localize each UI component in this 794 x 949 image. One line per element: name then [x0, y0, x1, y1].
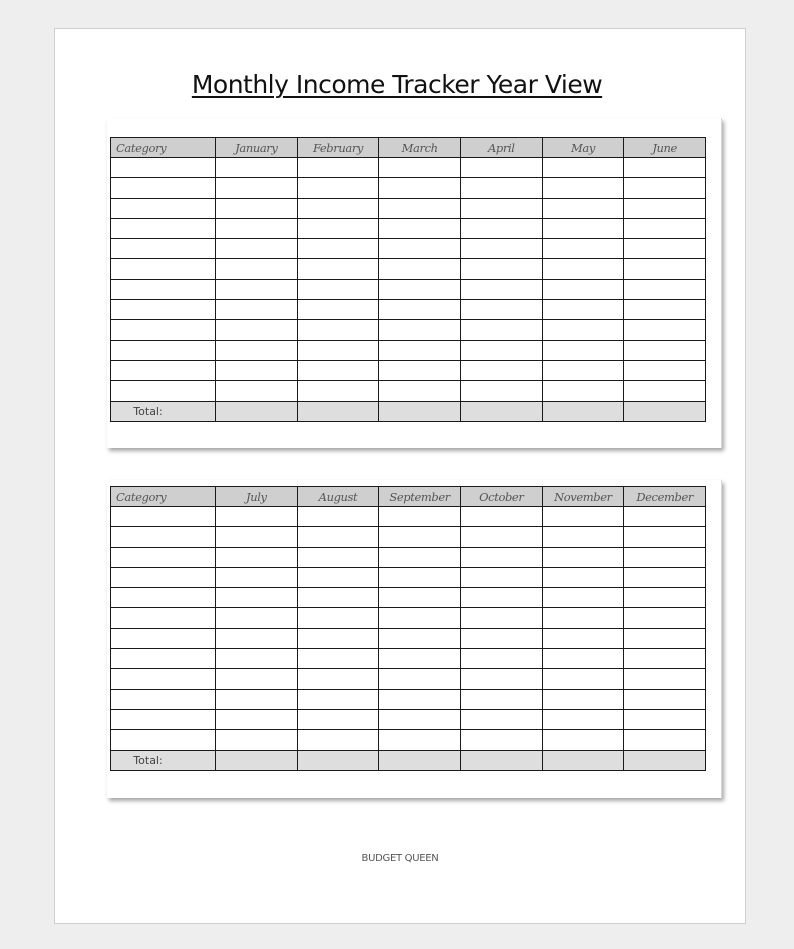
amount-cell[interactable]	[216, 360, 298, 380]
amount-cell[interactable]	[542, 259, 624, 279]
table-row	[111, 507, 706, 527]
amount-cell[interactable]	[542, 279, 624, 299]
amount-cell[interactable]	[379, 527, 461, 547]
category-cell[interactable]	[111, 709, 216, 729]
amount-cell[interactable]	[297, 340, 379, 360]
table-row	[111, 300, 706, 320]
amount-cell[interactable]	[379, 340, 461, 360]
column-header-month: April	[460, 138, 542, 158]
amount-cell[interactable]	[542, 588, 624, 608]
category-cell[interactable]	[111, 628, 216, 648]
amount-cell[interactable]	[624, 198, 706, 218]
category-cell[interactable]	[111, 527, 216, 547]
category-cell[interactable]	[111, 279, 216, 299]
amount-cell[interactable]	[542, 198, 624, 218]
table-row	[111, 381, 706, 401]
amount-cell[interactable]	[379, 709, 461, 729]
amount-cell[interactable]	[460, 198, 542, 218]
column-header-month: September	[379, 487, 461, 507]
amount-cell[interactable]	[297, 730, 379, 750]
category-cell[interactable]	[111, 239, 216, 259]
amount-cell[interactable]	[379, 259, 461, 279]
amount-cell[interactable]	[542, 527, 624, 547]
amount-cell[interactable]	[624, 547, 706, 567]
amount-cell[interactable]	[542, 669, 624, 689]
table-row	[111, 628, 706, 648]
category-cell[interactable]	[111, 360, 216, 380]
tracker-table-first-half	[110, 137, 706, 422]
amount-cell[interactable]	[297, 669, 379, 689]
category-cell[interactable]	[111, 218, 216, 238]
amount-cell[interactable]	[216, 547, 298, 567]
amount-cell[interactable]	[542, 381, 624, 401]
amount-cell[interactable]	[624, 608, 706, 628]
amount-cell[interactable]	[297, 360, 379, 380]
table-row	[111, 279, 706, 299]
amount-cell[interactable]	[297, 259, 379, 279]
amount-cell[interactable]	[542, 360, 624, 380]
amount-cell[interactable]	[297, 689, 379, 709]
table-row	[111, 178, 706, 198]
amount-cell[interactable]	[379, 320, 461, 340]
total-cell[interactable]	[297, 750, 379, 770]
amount-cell[interactable]	[216, 730, 298, 750]
amount-cell[interactable]	[216, 628, 298, 648]
amount-cell[interactable]	[460, 340, 542, 360]
amount-cell[interactable]	[297, 300, 379, 320]
amount-cell[interactable]	[379, 567, 461, 587]
amount-cell[interactable]	[379, 730, 461, 750]
amount-cell[interactable]	[460, 709, 542, 729]
table-row	[111, 198, 706, 218]
amount-cell[interactable]	[216, 381, 298, 401]
amount-cell[interactable]	[542, 709, 624, 729]
page-title: Monthly Income Tracker Year View	[191, 70, 603, 99]
amount-cell[interactable]	[379, 360, 461, 380]
amount-cell[interactable]	[624, 279, 706, 299]
column-header-month: May	[542, 138, 624, 158]
column-header-month: February	[297, 138, 379, 158]
amount-cell[interactable]	[624, 381, 706, 401]
column-header-month: March	[379, 138, 461, 158]
amount-cell[interactable]	[460, 507, 542, 527]
amount-cell[interactable]	[216, 507, 298, 527]
amount-cell[interactable]	[379, 218, 461, 238]
amount-cell[interactable]	[542, 547, 624, 567]
column-header-month: October	[460, 487, 542, 507]
amount-cell[interactable]	[460, 320, 542, 340]
amount-cell[interactable]	[216, 259, 298, 279]
table-row	[111, 547, 706, 567]
header-row	[111, 487, 706, 507]
amount-cell[interactable]	[379, 547, 461, 567]
amount-cell[interactable]	[624, 649, 706, 669]
amount-cell[interactable]	[624, 300, 706, 320]
amount-cell[interactable]	[460, 360, 542, 380]
amount-cell[interactable]	[297, 628, 379, 648]
amount-cell[interactable]	[379, 158, 461, 178]
amount-cell[interactable]	[297, 178, 379, 198]
amount-cell[interactable]	[460, 608, 542, 628]
amount-cell[interactable]	[379, 239, 461, 259]
amount-cell[interactable]	[542, 649, 624, 669]
amount-cell[interactable]	[624, 709, 706, 729]
tracker-table-second-half	[110, 486, 706, 771]
amount-cell[interactable]	[460, 300, 542, 320]
amount-cell[interactable]	[216, 158, 298, 178]
amount-cell[interactable]	[624, 178, 706, 198]
table-row	[111, 158, 706, 178]
amount-cell[interactable]	[624, 628, 706, 648]
amount-cell[interactable]	[297, 239, 379, 259]
amount-cell[interactable]	[216, 320, 298, 340]
category-cell[interactable]	[111, 300, 216, 320]
amount-cell[interactable]	[379, 381, 461, 401]
amount-cell[interactable]	[216, 649, 298, 669]
amount-cell[interactable]	[624, 360, 706, 380]
total-cell[interactable]	[216, 401, 298, 421]
amount-cell[interactable]	[542, 608, 624, 628]
amount-cell[interactable]	[460, 730, 542, 750]
amount-cell[interactable]	[379, 649, 461, 669]
amount-cell[interactable]	[297, 588, 379, 608]
table-row	[111, 588, 706, 608]
total-row	[111, 750, 706, 770]
amount-cell[interactable]	[379, 300, 461, 320]
total-cell[interactable]	[216, 750, 298, 770]
amount-cell[interactable]	[216, 608, 298, 628]
table-row	[111, 608, 706, 628]
amount-cell[interactable]	[624, 259, 706, 279]
brand-footer: BUDGET QUEEN	[361, 853, 439, 864]
column-header-month: July	[216, 487, 298, 507]
amount-cell[interactable]	[379, 178, 461, 198]
category-cell[interactable]	[111, 178, 216, 198]
amount-cell[interactable]	[624, 218, 706, 238]
table-row	[111, 709, 706, 729]
amount-cell[interactable]	[297, 279, 379, 299]
amount-cell[interactable]	[216, 198, 298, 218]
column-header-category: Category	[111, 487, 216, 507]
amount-cell[interactable]	[379, 588, 461, 608]
amount-cell[interactable]	[542, 320, 624, 340]
amount-cell[interactable]	[460, 381, 542, 401]
amount-cell[interactable]	[460, 547, 542, 567]
amount-cell[interactable]	[542, 689, 624, 709]
amount-cell[interactable]	[297, 218, 379, 238]
amount-cell[interactable]	[216, 709, 298, 729]
amount-cell[interactable]	[542, 730, 624, 750]
amount-cell[interactable]	[297, 507, 379, 527]
amount-cell[interactable]	[460, 178, 542, 198]
amount-cell[interactable]	[297, 608, 379, 628]
category-cell[interactable]	[111, 158, 216, 178]
category-cell[interactable]	[111, 689, 216, 709]
amount-cell[interactable]	[297, 567, 379, 587]
amount-cell[interactable]	[542, 507, 624, 527]
amount-cell[interactable]	[297, 158, 379, 178]
amount-cell[interactable]	[460, 239, 542, 259]
amount-cell[interactable]	[542, 158, 624, 178]
amount-cell[interactable]	[460, 588, 542, 608]
table-row	[111, 730, 706, 750]
amount-cell[interactable]	[297, 381, 379, 401]
amount-cell[interactable]	[379, 507, 461, 527]
table-body	[111, 158, 706, 402]
amount-cell[interactable]	[216, 527, 298, 547]
table-row	[111, 669, 706, 689]
column-header-month: December	[624, 487, 706, 507]
total-cell[interactable]	[624, 401, 706, 421]
table-row	[111, 239, 706, 259]
amount-cell[interactable]	[460, 689, 542, 709]
total-label: Total:	[111, 750, 216, 770]
table-row	[111, 218, 706, 238]
total-cell[interactable]	[624, 750, 706, 770]
total-cell[interactable]	[379, 750, 461, 770]
amount-cell[interactable]	[542, 628, 624, 648]
category-cell[interactable]	[111, 649, 216, 669]
table-body	[111, 507, 706, 751]
amount-cell[interactable]	[216, 340, 298, 360]
category-cell[interactable]	[111, 320, 216, 340]
header-row	[111, 138, 706, 158]
table-row	[111, 567, 706, 587]
table-row	[111, 527, 706, 547]
table-row	[111, 340, 706, 360]
amount-cell[interactable]	[297, 547, 379, 567]
column-header-month: August	[297, 487, 379, 507]
amount-cell[interactable]	[216, 669, 298, 689]
category-cell[interactable]	[111, 608, 216, 628]
amount-cell[interactable]	[624, 567, 706, 587]
amount-cell[interactable]	[216, 178, 298, 198]
amount-cell[interactable]	[624, 730, 706, 750]
amount-cell[interactable]	[379, 608, 461, 628]
amount-cell[interactable]	[216, 567, 298, 587]
amount-cell[interactable]	[542, 300, 624, 320]
category-cell[interactable]	[111, 567, 216, 587]
total-label: Total:	[111, 401, 216, 421]
table-row	[111, 689, 706, 709]
total-cell[interactable]	[460, 401, 542, 421]
column-header-month: November	[542, 487, 624, 507]
amount-cell[interactable]	[542, 567, 624, 587]
amount-cell[interactable]	[624, 507, 706, 527]
amount-cell[interactable]	[297, 320, 379, 340]
column-header-month: January	[216, 138, 298, 158]
total-cell[interactable]	[460, 750, 542, 770]
amount-cell[interactable]	[460, 669, 542, 689]
total-cell[interactable]	[297, 401, 379, 421]
amount-cell[interactable]	[624, 239, 706, 259]
amount-cell[interactable]	[216, 300, 298, 320]
amount-cell[interactable]	[624, 669, 706, 689]
amount-cell[interactable]	[216, 279, 298, 299]
amount-cell[interactable]	[379, 628, 461, 648]
amount-cell[interactable]	[542, 340, 624, 360]
amount-cell[interactable]	[460, 527, 542, 547]
amount-cell[interactable]	[460, 218, 542, 238]
amount-cell[interactable]	[460, 649, 542, 669]
category-cell[interactable]	[111, 507, 216, 527]
category-cell[interactable]	[111, 730, 216, 750]
table-row	[111, 360, 706, 380]
column-header-month: June	[624, 138, 706, 158]
amount-cell[interactable]	[297, 527, 379, 547]
category-cell[interactable]	[111, 547, 216, 567]
amount-cell[interactable]	[216, 588, 298, 608]
category-cell[interactable]	[111, 669, 216, 689]
amount-cell[interactable]	[460, 628, 542, 648]
amount-cell[interactable]	[216, 218, 298, 238]
amount-cell[interactable]	[379, 689, 461, 709]
amount-cell[interactable]	[460, 259, 542, 279]
category-cell[interactable]	[111, 198, 216, 218]
amount-cell[interactable]	[379, 198, 461, 218]
amount-cell[interactable]	[379, 279, 461, 299]
amount-cell[interactable]	[624, 320, 706, 340]
total-row	[111, 401, 706, 421]
amount-cell[interactable]	[542, 178, 624, 198]
amount-cell[interactable]	[379, 669, 461, 689]
total-cell[interactable]	[379, 401, 461, 421]
amount-cell[interactable]	[216, 689, 298, 709]
amount-cell[interactable]	[624, 588, 706, 608]
amount-cell[interactable]	[624, 158, 706, 178]
amount-cell[interactable]	[542, 218, 624, 238]
amount-cell[interactable]	[297, 709, 379, 729]
amount-cell[interactable]	[460, 158, 542, 178]
category-cell[interactable]	[111, 340, 216, 360]
amount-cell[interactable]	[460, 567, 542, 587]
category-cell[interactable]	[111, 259, 216, 279]
table-row	[111, 649, 706, 669]
total-cell[interactable]	[542, 401, 624, 421]
table-row	[111, 320, 706, 340]
amount-cell[interactable]	[624, 527, 706, 547]
amount-cell[interactable]	[542, 239, 624, 259]
amount-cell[interactable]	[297, 649, 379, 669]
amount-cell[interactable]	[624, 340, 706, 360]
category-cell[interactable]	[111, 381, 216, 401]
amount-cell[interactable]	[216, 239, 298, 259]
amount-cell[interactable]	[297, 198, 379, 218]
column-header-category: Category	[111, 138, 216, 158]
table-row	[111, 259, 706, 279]
category-cell[interactable]	[111, 588, 216, 608]
amount-cell[interactable]	[460, 279, 542, 299]
amount-cell[interactable]	[624, 689, 706, 709]
total-cell[interactable]	[542, 750, 624, 770]
